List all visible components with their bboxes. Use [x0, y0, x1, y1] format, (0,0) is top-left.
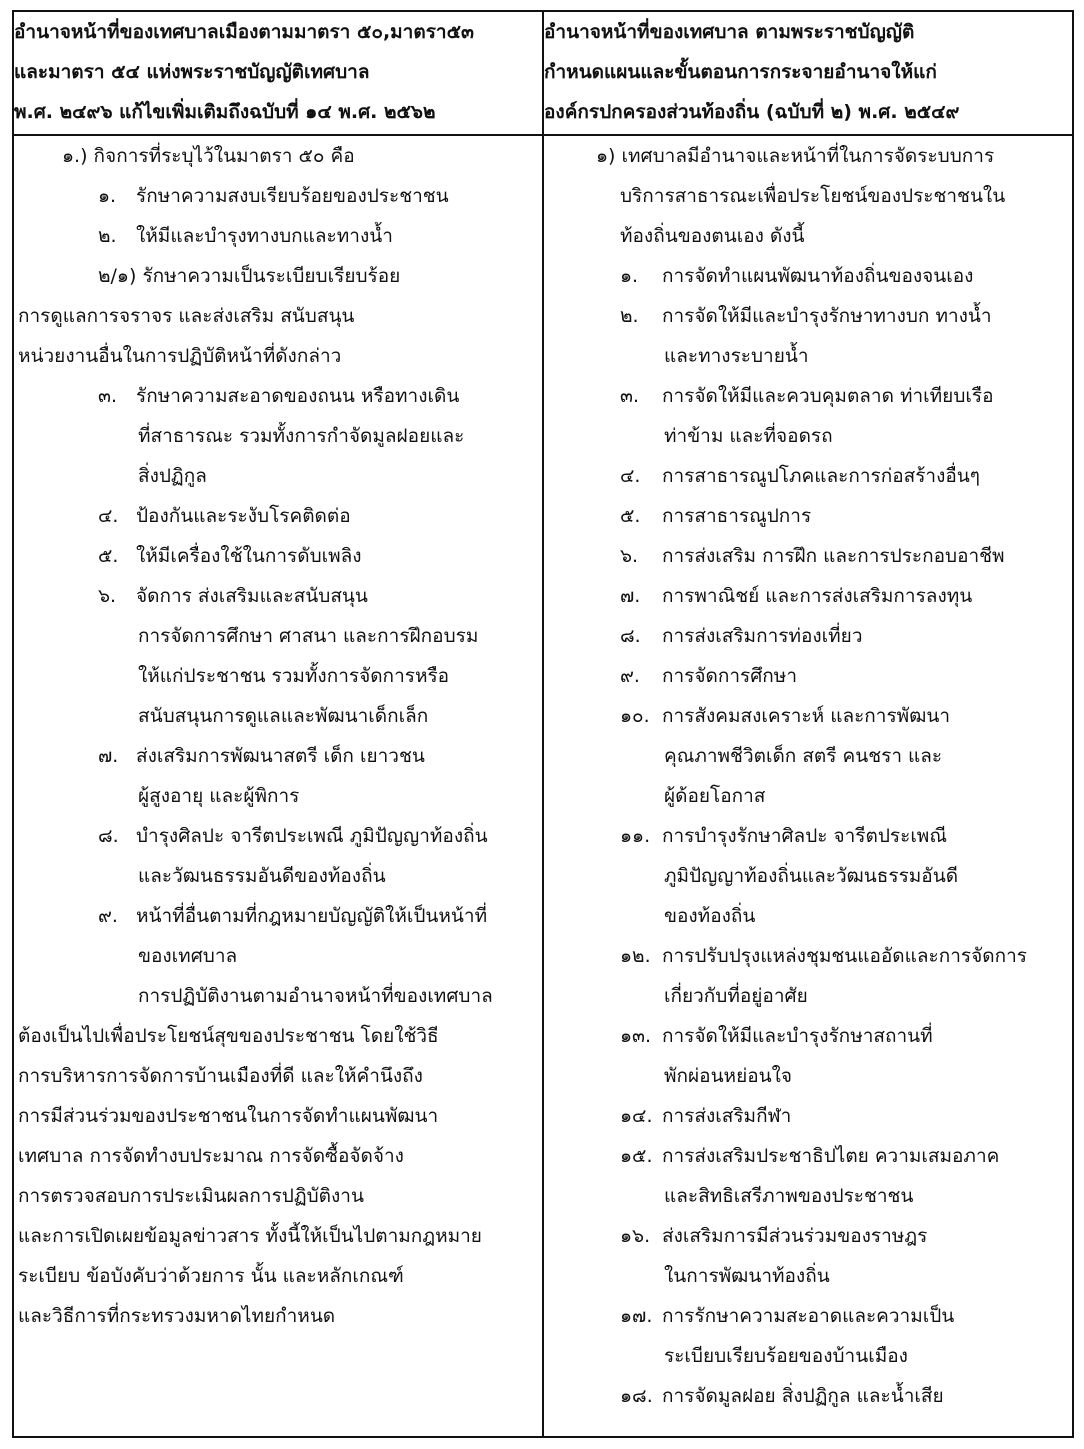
item-number: ๕.	[98, 545, 119, 567]
item-number: ๑๑.	[620, 825, 651, 847]
item-number: ๑๓.	[620, 1025, 652, 1047]
list-item	[14, 576, 542, 616]
item-number: ๔.	[620, 465, 641, 487]
item-text: การส่งเสริมกีฬา	[662, 1105, 792, 1127]
item-number: ๗.	[620, 585, 641, 607]
list-item	[14, 816, 542, 856]
left-column-header	[13, 11, 543, 135]
item-number: ๒.	[620, 305, 639, 327]
list-item-continuation: ท่าข้าม และที่จอดรถ	[664, 425, 833, 447]
item-text: ป้องกันและระงับโรคติดต่อ	[136, 505, 351, 527]
list-item-continuation: ผู้ด้อยโอกาส	[664, 785, 766, 807]
list-item-continuation: ระเบียบเรียบร้อยของบ้านเมือง	[664, 1345, 908, 1367]
document-page	[12, 10, 1072, 1442]
paragraph-line: ระเบียบ ข้อบังคับว่าด้วยการ นั้น และหลักเกณฑ์	[18, 1265, 404, 1287]
item-text: การจัดให้มีและบำรุงรักษาสถานที่	[662, 1025, 933, 1047]
item-text: การจัดมูลฝอย สิ่งปฏิกูล และน้ำเสีย	[662, 1385, 944, 1407]
right-column-header	[543, 11, 1073, 135]
list-item	[544, 576, 1072, 616]
list-item	[14, 496, 542, 536]
item-text: การจัดทำแผนพัฒนาท้องถิ่นของจนเอง	[662, 265, 974, 287]
list-item	[544, 256, 1072, 296]
item-text: รักษาความสะอาดของถนน หรือทางเดิน	[136, 385, 460, 407]
list-item-continuation: ผู้สูงอายุ และผู้พิการ	[138, 785, 300, 807]
item-number: ๑๘.	[620, 1385, 653, 1407]
list-item-continuation: และทางระบายน้ำ	[664, 345, 809, 367]
list-item	[14, 536, 542, 576]
list-item	[544, 1296, 1072, 1336]
section-intro: ๑) เทศบาลมีอำนาจและหน้าที่ในการจัดระบบการ	[596, 145, 995, 167]
item-number: ๒.	[98, 225, 117, 247]
item-number: ๑.	[620, 265, 639, 287]
paragraph-line: และการเปิดเผยข้อมูลข่าวสาร ทั้งนี้ให้เป็นไปตามกฎหมาย	[18, 1225, 482, 1247]
list-item-continuation: สนับสนุนการดูแลและพัฒนาเด็กเล็ก	[138, 705, 429, 727]
section-intro-line: บริการสาธารณะเพื่อประโยชน์ของประชาชนใน	[620, 185, 1006, 207]
item-number: ๙.	[620, 665, 640, 687]
item-number: ๑๔.	[620, 1105, 653, 1127]
item-number: ๑๕.	[620, 1145, 653, 1167]
list-item	[14, 736, 542, 776]
paragraph-line: การมีส่วนร่วมของประชาชนในการจัดทำแผนพัฒนา	[18, 1105, 439, 1127]
paragraph-first-line: การปฏิบัติงานตามอำนาจหน้าที่ของเทศบาล	[138, 985, 493, 1007]
header-line: อำนาจหน้าที่ของเทศบาลเมืองตามมาตรา ๕๐,มาตรา๕๓	[14, 21, 474, 43]
item-text: บำรุงศิลปะ จารีตประเพณี ภูมิปัญญาท้องถิ่น	[136, 825, 488, 847]
paragraph-line: การบริหารการจัดการบ้านเมืองที่ดี และให้คำนึงถึง	[18, 1065, 423, 1087]
left-item-list	[14, 176, 542, 256]
list-item-continuation: ให้แก่ประชาชน รวมทั้งการจัดการหรือ	[138, 665, 450, 687]
item-number: ๕.	[620, 505, 641, 527]
list-item	[14, 376, 542, 416]
item-number: ๑๗.	[620, 1305, 653, 1327]
body-row	[13, 135, 1073, 1437]
item-2-1-line: หน่วยงานอื่นในการปฏิบัติหน้าที่ดังกล่าว	[18, 345, 342, 367]
item-text: การจัดการศึกษา	[662, 665, 797, 687]
list-item	[14, 216, 542, 256]
item-text: ให้มีและบำรุงทางบกและทางน้ำ	[136, 225, 393, 247]
left-column-body	[13, 135, 543, 1437]
list-item	[544, 1136, 1072, 1176]
list-item-continuation: และวัฒนธรรมอันดีของท้องถิ่น	[138, 865, 386, 887]
header-row	[13, 11, 1073, 135]
item-text: การส่งเสริมการท่องเที่ยว	[662, 625, 863, 647]
list-item	[544, 1376, 1072, 1416]
item-text: การจัดให้มีและควบคุมตลาด ท่าเทียบเรือ	[662, 385, 994, 407]
item-text: การสังคมสงเคราะห์ และการพัฒนา	[662, 705, 951, 727]
list-item	[544, 496, 1072, 536]
list-item-continuation: ของท้องถิ่น	[664, 905, 756, 927]
paragraph-body	[14, 1016, 542, 1336]
list-item	[544, 296, 1072, 336]
item-text: การพาณิชย์ และการส่งเสริมการลงทุน	[662, 585, 973, 607]
list-item	[544, 616, 1072, 656]
paragraph-line: และวิธีการที่กระทรวงมหาดไทยกำหนด	[18, 1305, 336, 1327]
list-item-continuation: สิ่งปฏิกูล	[138, 465, 207, 487]
right-item-list	[544, 256, 1072, 1416]
list-item-continuation: ของเทศบาล	[138, 945, 238, 967]
paragraph-line: เทศบาล การจัดทำงบประมาณ การจัดซื้อจัดจ้าง	[18, 1145, 404, 1167]
list-item	[544, 1096, 1072, 1136]
item-text: การจัดให้มีและบำรุงรักษาทางบก ทางน้ำ	[662, 305, 992, 327]
list-item-continuation: คุณภาพชีวิตเด็ก สตรี คนชรา และ	[664, 745, 943, 767]
comparison-table	[12, 10, 1074, 1438]
list-item-continuation: การจัดการศึกษา ศาสนา และการฝึกอบรม	[138, 625, 479, 647]
right-column-body	[543, 135, 1073, 1437]
header-line: อำนาจหน้าที่ของเทศบาล ตามพระราชบัญญัติ	[544, 21, 915, 43]
list-item-continuation: เกี่ยวกับที่อยู่อาศัย	[664, 985, 808, 1007]
item-2-1-line: การดูแลการจราจร และส่งเสริม สนับสนุน	[18, 305, 355, 327]
item-text: การส่งเสริม การฝึก และการประกอบอาชีพ	[662, 545, 1005, 567]
section-intro-line: ท้องถิ่นของตนเอง ดังนี้	[620, 225, 805, 247]
list-item	[544, 1216, 1072, 1256]
list-item	[544, 816, 1072, 856]
item-2-1-first-line: ๒/๑) รักษาความเป็นระเบียบเรียบร้อย	[98, 265, 401, 287]
item-number: ๑๒.	[620, 945, 651, 967]
item-number: ๑๖.	[620, 1225, 651, 1247]
item-number: ๖.	[98, 585, 117, 607]
item-text: การส่งเสริมประชาธิปไตย ความเสมอภาค	[662, 1145, 1000, 1167]
header-line: องค์กรปกครองส่วนท้องถิ่น (ฉบับที่ ๒) พ.ศ. ๒๕๔๙	[544, 101, 960, 123]
paragraph-line: ต้องเป็นไปเพื่อประโยชน์สุขของประชาชน โดยใช้วิธี	[18, 1025, 439, 1047]
item-text: การรักษาความสะอาดและความเป็น	[662, 1305, 955, 1327]
item-number: ๓.	[620, 385, 640, 407]
item-number: ๗.	[98, 745, 119, 767]
header-line: พ.ศ. ๒๔๙๖ แก้ไขเพิ่มเติมถึงฉบับที่ ๑๔ พ.ศ. ๒๕๖๒	[14, 101, 436, 123]
list-item	[544, 696, 1072, 736]
list-item-continuation: และสิทธิเสรีภาพของประชาชน	[664, 1185, 914, 1207]
list-item	[544, 656, 1072, 696]
item-text: การสาธารณูปการ	[662, 505, 812, 527]
list-item-continuation: พักผ่อนหย่อนใจ	[664, 1065, 793, 1087]
left-item-list-continued	[14, 376, 542, 976]
item-number: ๔.	[98, 505, 119, 527]
item-text: หน้าที่อื่นตามที่กฎหมายบัญญัติให้เป็นหน้าที่	[136, 905, 488, 927]
list-item	[544, 536, 1072, 576]
header-line: กำหนดแผนและขั้นตอนการกระจายอำนาจให้แก่	[544, 61, 937, 83]
list-item-continuation: ที่สาธารณะ รวมทั้งการกำจัดมูลฝอยและ	[138, 425, 465, 447]
item-text: การปรับปรุงแหล่งชุมชนแออัดและการจัดการ	[662, 945, 1027, 967]
list-item	[544, 1016, 1072, 1056]
section-intro: ๑.) กิจการที่ระบุไว้ในมาตรา ๕๐ คือ	[62, 145, 355, 167]
item-text: ให้มีเครื่องใช้ในการดับเพลิง	[136, 545, 362, 567]
item-number: ๑.	[98, 185, 117, 207]
item-number: ๙.	[98, 905, 118, 927]
item-number: ๖.	[620, 545, 639, 567]
item-text: ส่งเสริมการมีส่วนร่วมของราษฎร	[662, 1225, 928, 1247]
list-item-continuation: ภูมิปัญญาท้องถิ่นและวัฒนธรรมอันดี	[664, 865, 959, 887]
list-item	[544, 376, 1072, 416]
list-item	[14, 896, 542, 936]
item-number: ๘.	[98, 825, 119, 847]
list-item	[544, 936, 1072, 976]
item-number: ๘.	[620, 625, 641, 647]
list-item	[14, 176, 542, 216]
header-line: และมาตรา ๕๔ แห่งพระราชบัญญัติเทศบาล	[14, 61, 370, 83]
item-text: รักษาความสงบเรียบร้อยของประชาชน	[136, 185, 449, 207]
item-text: ส่งเสริมการพัฒนาสตรี เด็ก เยาวชน	[136, 745, 425, 767]
item-number: ๑๐.	[620, 705, 650, 727]
item-text: การบำรุงรักษาศิลปะ จารีตประเพณี	[662, 825, 947, 847]
list-item-continuation: ในการพัฒนาท้องถิ่น	[664, 1265, 830, 1287]
item-text: การสาธารณูปโภคและการก่อสร้างอื่นๆ	[662, 465, 980, 487]
list-item	[544, 456, 1072, 496]
item-text: จัดการ ส่งเสริมและสนับสนุน	[136, 585, 368, 607]
paragraph-line: การตรวจสอบการประเมินผลการปฏิบัติงาน	[18, 1185, 364, 1207]
item-number: ๓.	[98, 385, 118, 407]
